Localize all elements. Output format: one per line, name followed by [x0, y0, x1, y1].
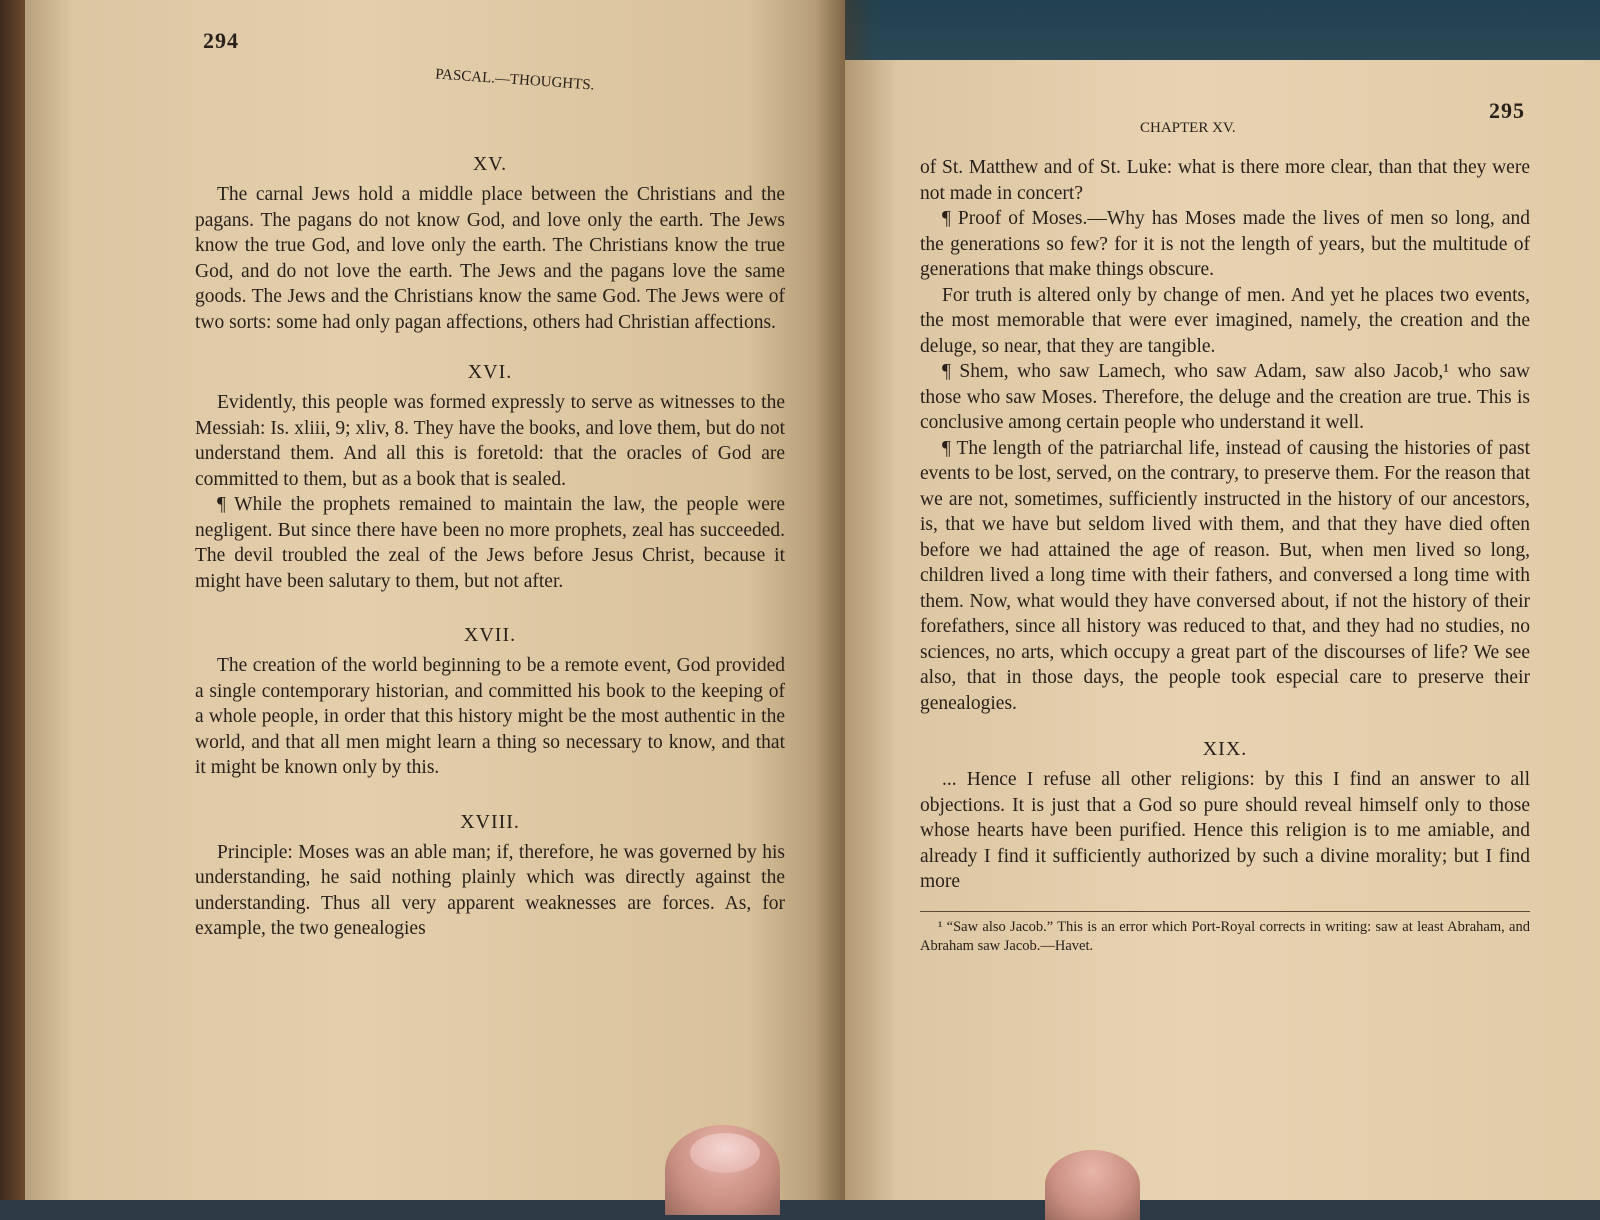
paragraph: ¶ While the prophets remained to maintain the law, the people were negligent. But since there have been no more prophets, zeal has succeeded. The devil troubled the zeal of the Jews before Jesus Christ, because it might have been salutary to them, but not after. — [195, 494, 785, 592]
right-page — [845, 60, 1600, 1200]
left-running-head: PASCAL.—THOUGHTS. — [434, 66, 595, 94]
left-page-text — [195, 135, 785, 942]
left-page-number: 294 — [203, 28, 239, 53]
paragraph: ... Hence I refuse all other religions: by this I find an answer to all objections. It is just that a God so pure should reveal himself only to those whose hearts have been purified. Hence this religion is to me amiable, and already I find it sufficiently authorized by such a divine morality; but I find more — [920, 769, 1530, 892]
section-title: XIX. — [1202, 738, 1248, 760]
paragraph: ¶ The length of the patriarchal life, instead of causing the histories of past events to be lost, served, on the contrary, to preserve them. For the reason that we are not, sometimes, sufficiently instructed in the history of our ancestors, is, that we have but seldom lived with them, and that they have died often before we had attained the age of reason. But, when men lived so long, children lived a long time with their fathers, and conversed a long time with them. Now, what would they have conversed about, if not the history of their forefathers, since all history was reduced to that, and they had no studies, no sciences, no arts, which occupy a great part of the discourses of life? We see also, that in those days, the people took especial care to preserve their genealogies. — [920, 437, 1530, 714]
right-page-text — [920, 155, 1530, 956]
paragraph: Principle: Moses was an able man; if, therefore, he was governed by his understanding, he said nothing plainly which was directly against the understanding. Thus all very apparent weaknesses are forces. As, for example, the two genealogies — [195, 841, 785, 939]
thumb-right — [1045, 1150, 1140, 1220]
paragraph: ¶ Shem, who saw Lamech, who saw Adam, saw also Jacob,¹ who saw those who saw Moses. Therefore, the deluge and the creation are true. This is conclusive among certain people who understand it well. — [920, 361, 1530, 433]
section-title: XV. — [472, 153, 508, 175]
footnote-rule — [920, 911, 1530, 912]
paragraph: The carnal Jews hold a middle place between the Christians and the pagans. The pagans do not know God, and love only the earth. The Jews know the true God, and love only the earth. The Christians know the true God, and do not love the earth. The Jews and the pagans love the same goods. The Jews and the Christians know the same God. The Jews were of two sorts: some had only pagan affections, others had Christian affections. — [195, 184, 785, 333]
paragraph: Evidently, this people was formed expressly to serve as witnesses to the Messiah: Is. xliii, 9; xliv, 8. They have the books, and love them, but do not understand them. And all this is foretold: that the oracles of God are committed to them, but as a book that is sealed. — [195, 392, 785, 490]
open-book — [25, 0, 1600, 1200]
left-page — [25, 0, 845, 1200]
right-running-head: CHAPTER XV. — [1140, 120, 1236, 136]
section-title: XVII. — [463, 624, 517, 646]
right-page-number: 295 — [1489, 98, 1525, 123]
paragraph: For truth is altered only by change of men. And yet he places two events, the most memorable that were ever imagined, namely, the creation and the deluge, so near, that they are tangible. — [920, 284, 1530, 357]
footnote: ¹ “Saw also Jacob.” This is an error which Port-Royal corrects in writing: saw at least Abraham, and Abraham saw Jacob.—Havet. — [920, 918, 1530, 954]
thumbnail — [690, 1133, 760, 1173]
paragraph: ¶ Proof of Moses.—Why has Moses made the lives of men so long, and the generations so few? for it is not the length of years, but the multitude of generations that make things obscure. — [920, 208, 1530, 280]
section-title: XVIII. — [460, 810, 520, 833]
paragraph: The creation of the world beginning to be a remote event, God provided a single contemporary historian, and committed his book to the keeping of a whole people, in order that this history might be the most authentic in the world, and that all men might learn a thing so necessary to know, and that it might be known only by this. — [195, 655, 785, 778]
paragraph: of St. Matthew and of St. Luke: what is there more clear, than that they were not made in concert? — [920, 157, 1530, 204]
section-title: XVI. — [467, 361, 513, 383]
